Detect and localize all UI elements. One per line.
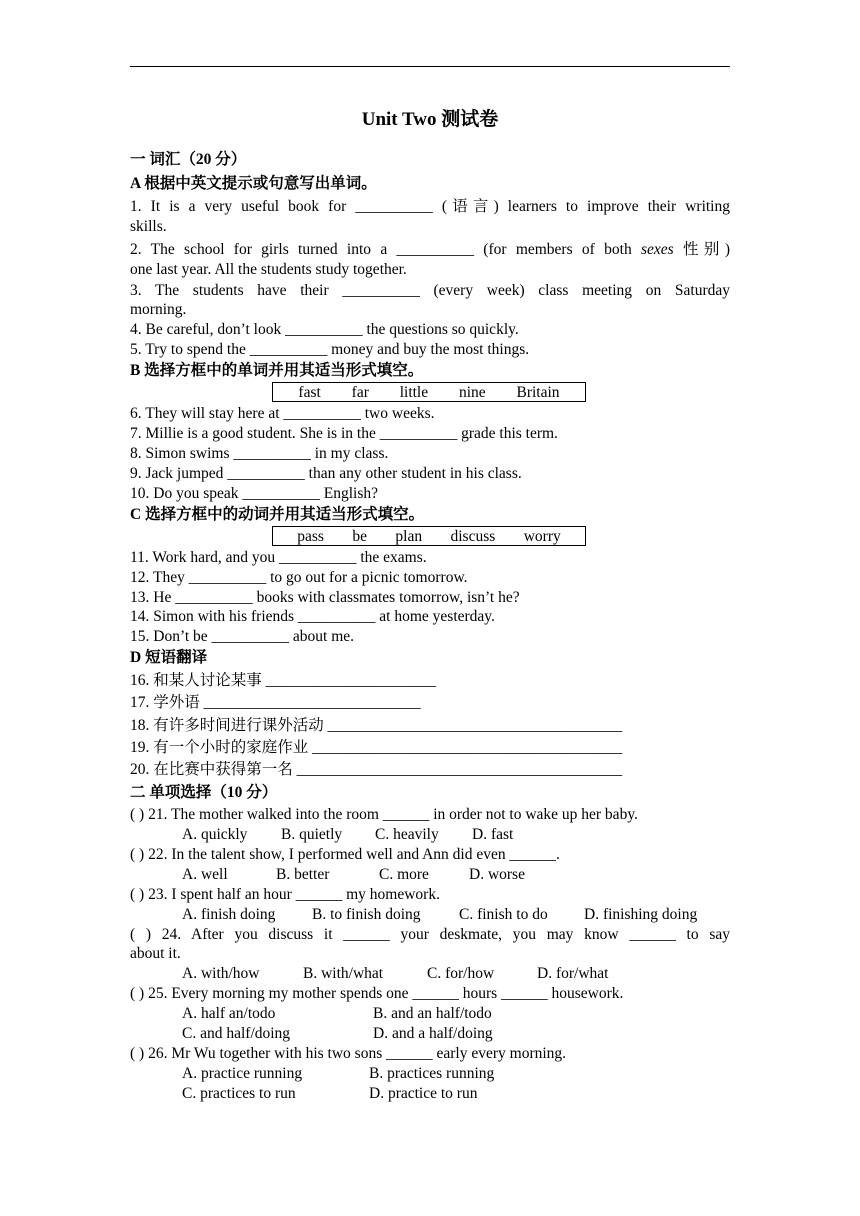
question-20: 20. 在比赛中获得第一名 __________________________________________ bbox=[130, 761, 623, 778]
question-23: ( ) 23. I spent half an hour ______ my homework. bbox=[130, 886, 440, 903]
question-18: 18. 有许多时间进行课外活动 ______________________________________ bbox=[130, 717, 623, 734]
word-box-b-item: little bbox=[399, 384, 429, 401]
question-11: 11. Work hard, and you __________ the exams. bbox=[130, 549, 427, 566]
word-box-c bbox=[272, 526, 586, 546]
q2-text-b: 性别) bbox=[673, 241, 730, 258]
question-22-options bbox=[182, 865, 722, 885]
word-box-b bbox=[272, 382, 586, 402]
option-a: A. quickly bbox=[182, 826, 248, 843]
option-b: B. with/what bbox=[303, 965, 384, 982]
option-c: C. more bbox=[379, 866, 429, 883]
word-box-b-item: far bbox=[351, 384, 369, 401]
word-box-b-item: fast bbox=[298, 384, 321, 401]
question-26: ( ) 26. Mr Wu together with his two sons ______ early every morning. bbox=[130, 1045, 567, 1062]
question-17: 17. 学外语 ____________________________ bbox=[130, 694, 421, 711]
question-12: 12. They __________ to go out for a picnic tomorrow. bbox=[130, 569, 468, 586]
option-c: C. for/how bbox=[427, 965, 495, 982]
option-a: A. finish doing bbox=[182, 906, 276, 923]
q2-emphasis: sexes bbox=[640, 241, 674, 258]
question-15: 15. Don’t be __________ about me. bbox=[130, 628, 355, 645]
question-5: 5. Try to spend the __________ money and buy the most things. bbox=[130, 341, 530, 358]
question-2-line-1 bbox=[130, 240, 730, 260]
option-c: C. finish to do bbox=[459, 906, 548, 923]
question-22: ( ) 22. In the talent show, I performed well and Ann did even ______. bbox=[130, 846, 560, 863]
section-1-heading: 一 词汇（20 分） bbox=[130, 151, 247, 168]
question-14: 14. Simon with his friends __________ at home yesterday. bbox=[130, 608, 495, 625]
question-9: 9. Jack jumped __________ than any other student in his class. bbox=[130, 465, 522, 482]
question-19: 19. 有一个小时的家庭作业 ________________________________________ bbox=[130, 739, 623, 756]
question-3-line-2: morning. bbox=[130, 301, 187, 318]
word-box-c-item: be bbox=[352, 528, 367, 545]
option-a: A. practice running bbox=[182, 1065, 303, 1082]
part-c-heading: C 选择方框中的动词并用其适当形式填空。 bbox=[130, 506, 425, 523]
option-b: B. and an half/todo bbox=[373, 1005, 492, 1022]
word-box-c-item: pass bbox=[297, 528, 324, 545]
page-title: Unit Two 测试卷 bbox=[361, 109, 499, 130]
option-c: C. and half/doing bbox=[182, 1025, 291, 1042]
question-24-line-1: ( ) 24. After you discuss it ______ your deskmate, you may know ______ to say bbox=[130, 926, 730, 943]
option-b: B. quietly bbox=[281, 826, 343, 843]
word-box-b-item: Britain bbox=[516, 384, 560, 401]
question-13: 13. He __________ books with classmates tomorrow, isn’t he? bbox=[130, 589, 520, 606]
option-d: D. for/what bbox=[537, 965, 609, 982]
question-6: 6. They will stay here at __________ two weeks. bbox=[130, 405, 435, 422]
part-b-heading: B 选择方框中的单词并用其适当形式填空。 bbox=[130, 362, 424, 379]
part-d-heading: D 短语翻译 bbox=[130, 649, 208, 666]
option-d: D. and a half/doing bbox=[373, 1025, 493, 1042]
question-1-line-1: 1. It is a very useful book for __________ (语言) learners to improve their writing bbox=[130, 198, 730, 215]
option-b: B. better bbox=[276, 866, 330, 883]
question-10: 10. Do you speak __________ English? bbox=[130, 485, 378, 502]
option-b: B. practices running bbox=[369, 1065, 495, 1082]
question-21: ( ) 21. The mother walked into the room ______ in order not to wake up her baby. bbox=[130, 806, 638, 823]
question-2-line-2: one last year. All the students study together. bbox=[130, 261, 407, 278]
option-d: D. worse bbox=[469, 866, 525, 883]
question-16: 16. 和某人讨论某事 ______________________ bbox=[130, 672, 437, 689]
question-23-options bbox=[182, 905, 722, 925]
part-a-heading: A 根据中英文提示或句意写出单词。 bbox=[130, 175, 377, 192]
question-7: 7. Millie is a good student. She is in the __________ grade this term. bbox=[130, 425, 558, 442]
option-d: D. practice to run bbox=[369, 1085, 478, 1102]
option-d: D. fast bbox=[472, 826, 514, 843]
q2-text-a: 2. The school for girls turned into a __________ (for members of both bbox=[130, 241, 641, 258]
word-box-c-item: plan bbox=[395, 528, 423, 545]
question-8: 8. Simon swims __________ in my class. bbox=[130, 445, 389, 462]
question-4: 4. Be careful, don’t look __________ the questions so quickly. bbox=[130, 321, 519, 338]
question-25-options bbox=[182, 1004, 722, 1044]
option-d: D. finishing doing bbox=[584, 906, 698, 923]
question-1-line-2: skills. bbox=[130, 218, 167, 235]
question-25: ( ) 25. Every morning my mother spends one ______ hours ______ housework. bbox=[130, 985, 624, 1002]
option-c: C. heavily bbox=[375, 826, 439, 843]
question-3-line-1: 3. The students have their __________ (every week) class meeting on Saturday bbox=[130, 282, 730, 299]
option-a: A. well bbox=[182, 866, 228, 883]
question-21-options bbox=[182, 825, 722, 845]
option-c: C. practices to run bbox=[182, 1085, 296, 1102]
word-box-b-item: nine bbox=[458, 384, 486, 401]
question-26-options bbox=[182, 1064, 722, 1104]
option-b: B. to finish doing bbox=[312, 906, 421, 923]
question-24-line-2: about it. bbox=[130, 945, 181, 962]
word-box-c-item: worry bbox=[523, 528, 561, 545]
word-box-c-item: discuss bbox=[450, 528, 496, 545]
option-a: A. with/how bbox=[182, 965, 260, 982]
option-a: A. half an/todo bbox=[182, 1005, 276, 1022]
top-rule bbox=[130, 66, 730, 67]
question-24-options bbox=[182, 964, 722, 984]
section-2-heading: 二 单项选择（10 分） bbox=[130, 784, 278, 801]
